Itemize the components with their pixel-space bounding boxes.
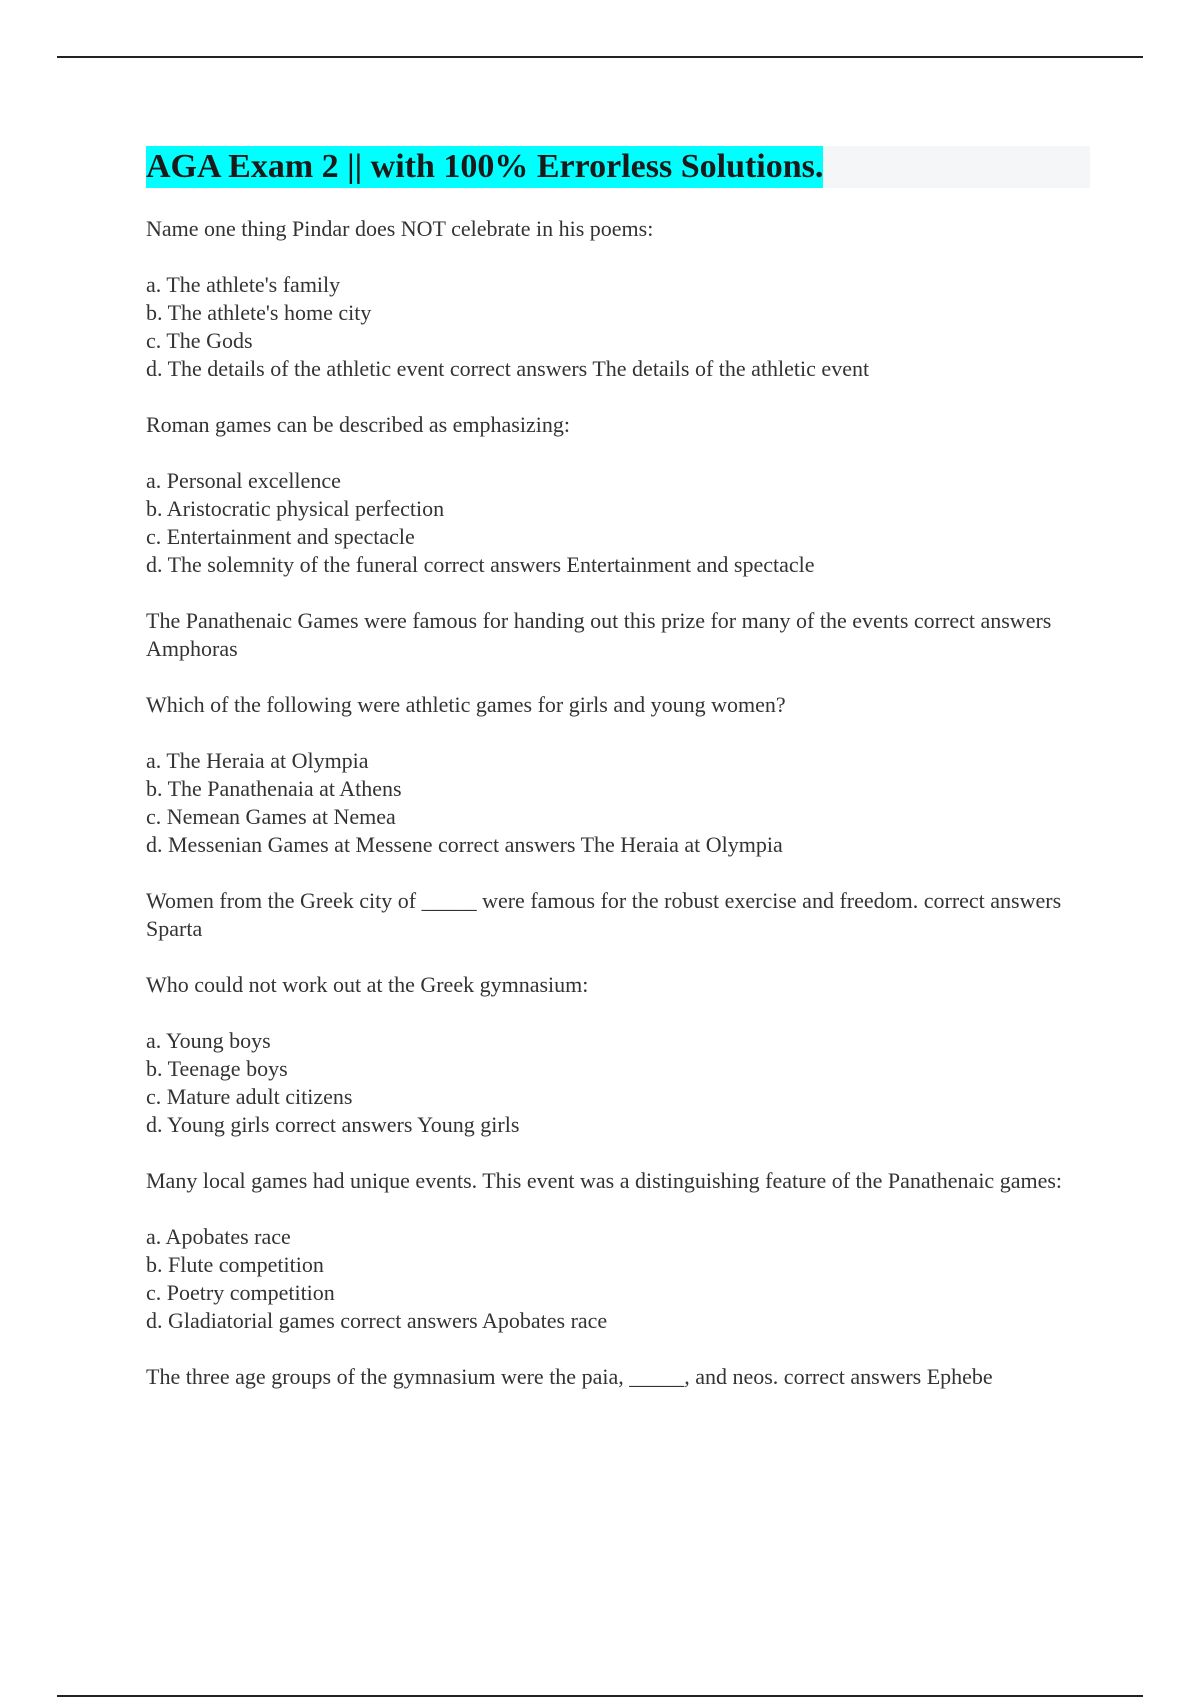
question-prompt: The three age groups of the gymnasium were the paia, _____, and neos. correct answers Ephebe (146, 1364, 993, 1389)
answer-option: a. Young boys (146, 1028, 271, 1053)
document-body (146, 146, 1090, 1419)
answer-option: d. Young girls correct answers Young girls (146, 1112, 520, 1137)
answer-option: b. Aristocratic physical perfection (146, 496, 445, 521)
answer-option: c. Mature adult citizens (146, 1084, 353, 1109)
answer-option: a. Personal excellence (146, 468, 341, 493)
question-prompt: Which of the following were athletic games for girls and young women? (146, 692, 786, 717)
title-band (146, 146, 1090, 188)
answer-option: d. The solemnity of the funeral correct answers Entertainment and spectacle (146, 552, 815, 577)
question-block-4 (146, 691, 1090, 859)
question-prompt: Who could not work out at the Greek gymnasium: (146, 972, 589, 997)
header-rule (57, 56, 1143, 58)
question-prompt: Many local games had unique events. This event was a distinguishing feature of the Panathenaic games: (146, 1168, 1063, 1193)
answer-option: c. Poetry competition (146, 1280, 335, 1305)
question-prompt: The Panathenaic Games were famous for handing out this prize for many of the events correct answers Amphoras (146, 608, 1052, 661)
question-block-2 (146, 411, 1090, 579)
question-block-6 (146, 971, 1090, 1139)
answer-option: d. Messenian Games at Messene correct answers The Heraia at Olympia (146, 832, 783, 857)
document-title: AGA Exam 2 || with 100% Errorless Solutions. (146, 146, 823, 188)
answer-option: b. Flute competition (146, 1252, 324, 1277)
answer-option: a. The athlete's family (146, 272, 341, 297)
answer-option: c. The Gods (146, 328, 253, 353)
answer-option: b. The Panathenaia at Athens (146, 776, 402, 801)
answer-option: a. The Heraia at Olympia (146, 748, 369, 773)
question-prompt: Name one thing Pindar does NOT celebrate in his poems: (146, 216, 654, 241)
answer-option: b. Teenage boys (146, 1056, 288, 1081)
question-block-3 (146, 607, 1090, 663)
answer-option: c. Entertainment and spectacle (146, 524, 415, 549)
question-block-1 (146, 215, 1090, 383)
question-block-5 (146, 887, 1090, 943)
answer-option: d. Gladiatorial games correct answers Apobates race (146, 1308, 608, 1333)
question-block-7 (146, 1167, 1090, 1335)
question-prompt: Women from the Greek city of _____ were famous for the robust exercise and freedom. correct answers Sparta (146, 888, 1062, 941)
question-block-8 (146, 1363, 1090, 1391)
answer-option: a. Apobates race (146, 1224, 291, 1249)
answer-option: b. The athlete's home city (146, 300, 372, 325)
question-prompt: Roman games can be described as emphasizing: (146, 412, 570, 437)
footer-rule (57, 1695, 1143, 1697)
answer-option: d. The details of the athletic event correct answers The details of the athletic event (146, 356, 870, 381)
answer-option: c. Nemean Games at Nemea (146, 804, 396, 829)
